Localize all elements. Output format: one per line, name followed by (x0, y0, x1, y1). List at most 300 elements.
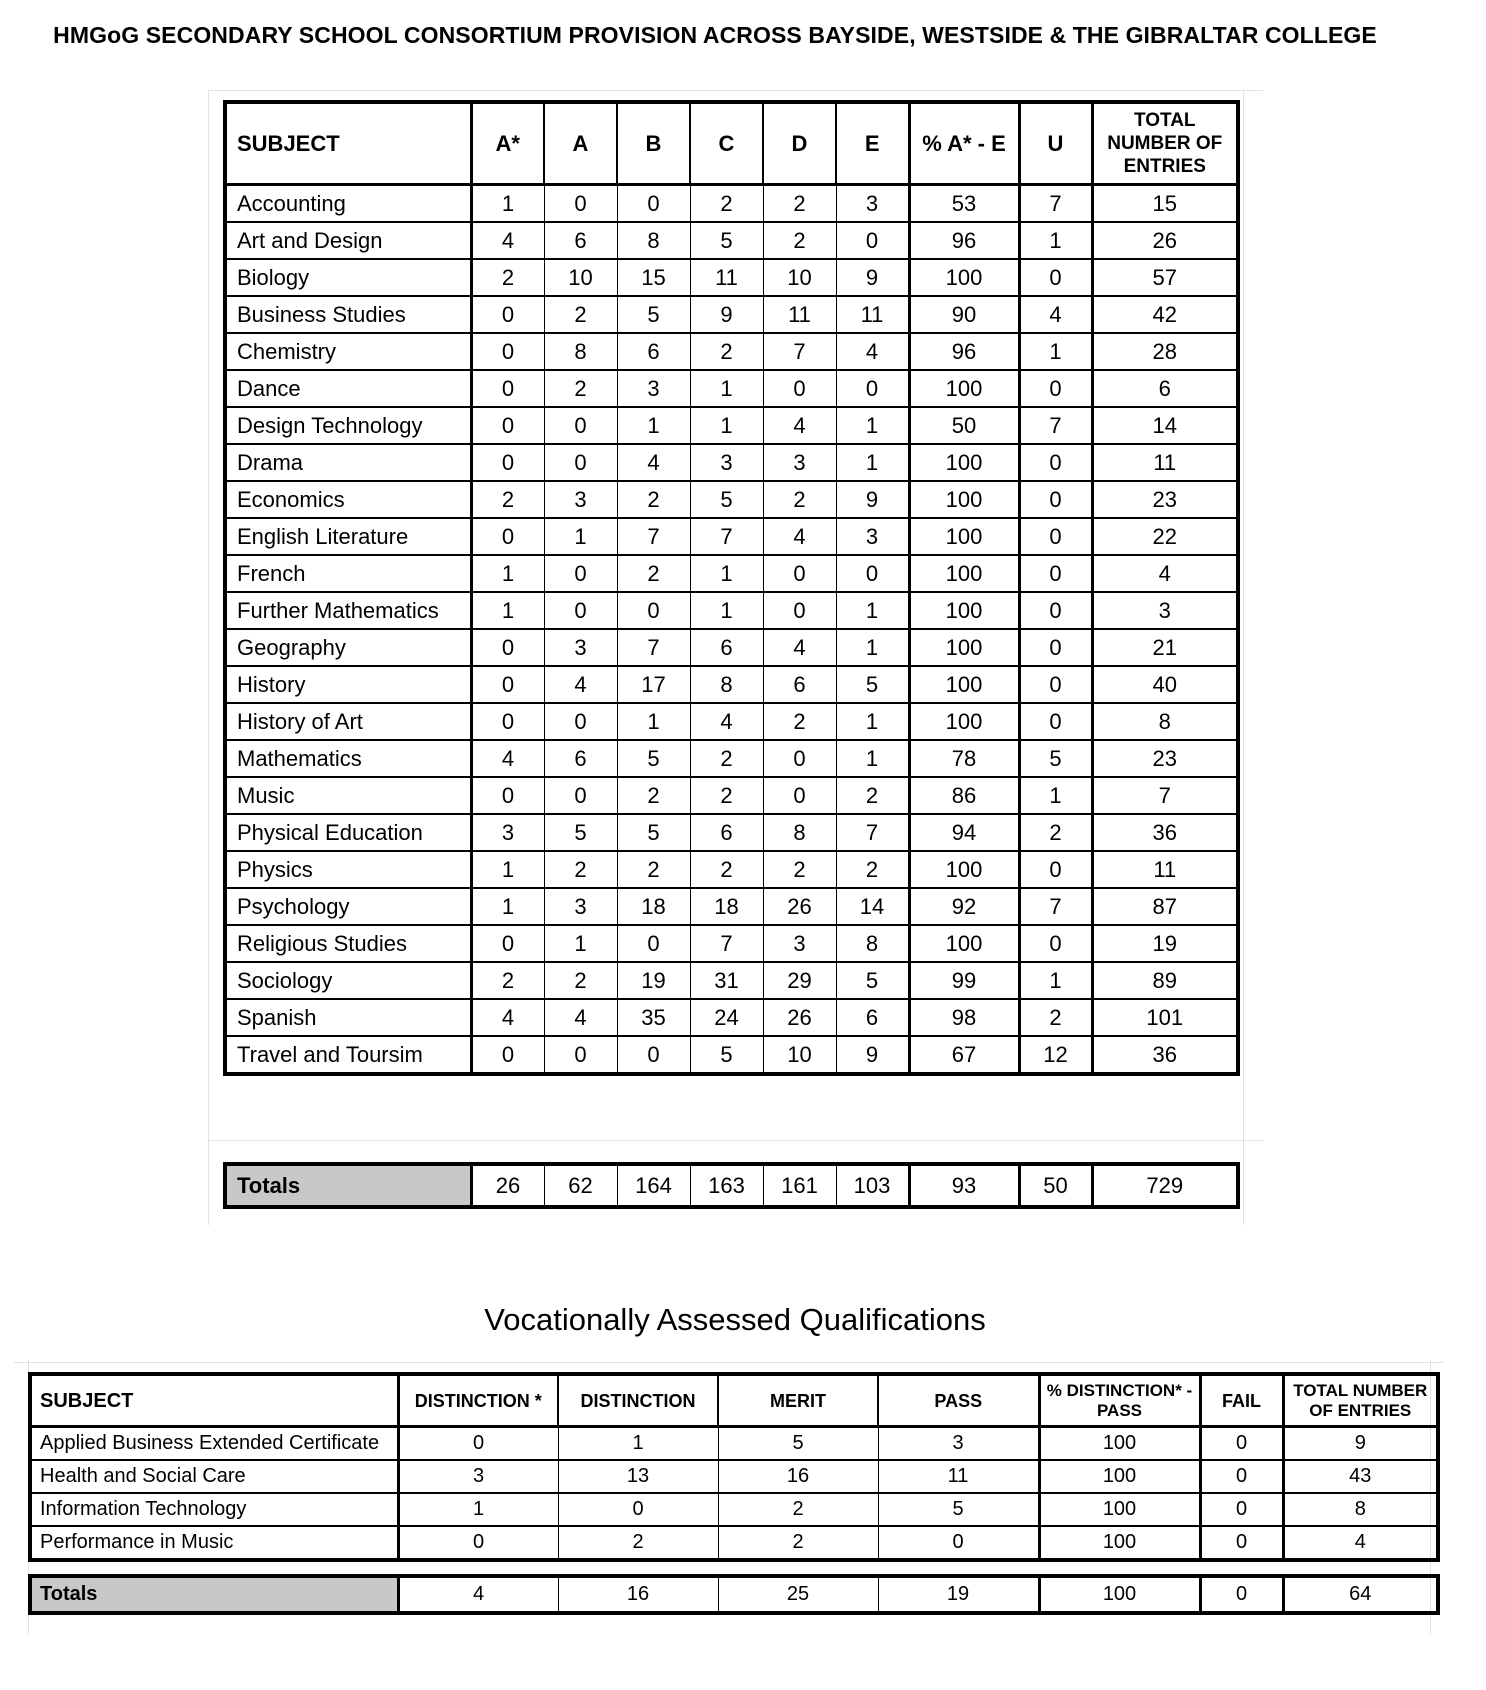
a-star-cell: 3 (471, 814, 544, 851)
e-cell: 2 (836, 851, 909, 888)
totals-cell: 62 (544, 1164, 617, 1207)
percent-cell: 90 (909, 296, 1019, 333)
subject-cell: Economics (225, 481, 471, 518)
u-cell: 0 (1019, 666, 1092, 703)
header-percent-a-star-e: % A* - E (909, 102, 1019, 185)
subject-cell: Geography (225, 629, 471, 666)
a-cell: 3 (544, 629, 617, 666)
e-cell: 4 (836, 333, 909, 370)
voc-total-entries-cell: 8 (1283, 1493, 1438, 1526)
table-row (225, 629, 1238, 666)
b-cell: 5 (617, 296, 690, 333)
c-cell: 7 (690, 925, 763, 962)
table-row (225, 333, 1238, 370)
grades-table-body (225, 185, 1238, 1075)
vocational-title: Vocationally Assessed Qualifications (484, 1302, 986, 1337)
u-cell: 0 (1019, 518, 1092, 555)
percent-cell: 100 (909, 555, 1019, 592)
subject-cell: Dance (225, 370, 471, 407)
table-row (225, 592, 1238, 629)
d-cell: 2 (763, 481, 836, 518)
a-cell: 0 (544, 703, 617, 740)
fail-cell: 0 (1200, 1526, 1283, 1560)
a-cell: 5 (544, 814, 617, 851)
c-cell: 18 (690, 888, 763, 925)
b-cell: 19 (617, 962, 690, 999)
voc-total-entries-cell: 4 (1283, 1526, 1438, 1560)
percent-cell: 67 (909, 1036, 1019, 1074)
d-cell: 4 (763, 518, 836, 555)
b-cell: 6 (617, 333, 690, 370)
u-cell: 12 (1019, 1036, 1092, 1074)
percent-cell: 94 (909, 814, 1019, 851)
percent-cell: 86 (909, 777, 1019, 814)
subject-cell: Business Studies (225, 296, 471, 333)
table-row (225, 740, 1238, 777)
b-cell: 35 (617, 999, 690, 1036)
subject-cell: Sociology (225, 962, 471, 999)
a-star-cell: 1 (471, 592, 544, 629)
table-row (225, 1036, 1238, 1074)
voc-header-pass: PASS (878, 1374, 1039, 1427)
c-cell: 5 (690, 1036, 763, 1074)
u-cell: 0 (1019, 703, 1092, 740)
a-star-cell: 0 (471, 703, 544, 740)
d-cell: 11 (763, 296, 836, 333)
fail-cell: 0 (1200, 1427, 1283, 1461)
header-u: U (1019, 102, 1092, 185)
totals-cell: 50 (1019, 1164, 1092, 1207)
b-cell: 2 (617, 851, 690, 888)
c-cell: 9 (690, 296, 763, 333)
e-cell: 2 (836, 777, 909, 814)
a-cell: 4 (544, 999, 617, 1036)
subject-cell: French (225, 555, 471, 592)
a-star-cell: 0 (471, 370, 544, 407)
total-entries-cell: 4 (1092, 555, 1238, 592)
subject-cell: Further Mathematics (225, 592, 471, 629)
d-cell: 3 (763, 444, 836, 481)
totals-cell: 729 (1092, 1164, 1238, 1207)
header-total-entries: TOTAL NUMBER OF ENTRIES (1092, 102, 1238, 185)
u-cell: 4 (1019, 296, 1092, 333)
voc-subject-cell: Health and Social Care (30, 1460, 398, 1493)
table-row (225, 407, 1238, 444)
u-cell: 0 (1019, 555, 1092, 592)
subject-cell: Mathematics (225, 740, 471, 777)
table-row (225, 259, 1238, 296)
a-star-cell: 2 (471, 481, 544, 518)
u-cell: 0 (1019, 851, 1092, 888)
voc-totals-cell: 16 (558, 1576, 718, 1613)
percent-cell: 96 (909, 333, 1019, 370)
voc-totals-cell: 100 (1039, 1576, 1200, 1613)
a-cell: 0 (544, 777, 617, 814)
a-star-cell: 1 (471, 888, 544, 925)
table-row (30, 1427, 1438, 1461)
voc-header-total-entries: TOTAL NUMBER OF ENTRIES (1283, 1374, 1438, 1427)
c-cell: 3 (690, 444, 763, 481)
c-cell: 6 (690, 629, 763, 666)
header-a: A (544, 102, 617, 185)
b-cell: 0 (617, 925, 690, 962)
total-entries-cell: 28 (1092, 333, 1238, 370)
vocational-header-row (30, 1374, 1438, 1427)
page-title: HMGoG SECONDARY SCHOOL CONSORTIUM PROVISION ACROSS BAYSIDE, WESTSIDE & THE GIBRALTAR COLLEGE (53, 22, 1377, 48)
a-star-cell: 0 (471, 629, 544, 666)
a-star-cell: 1 (471, 555, 544, 592)
table-row (30, 1460, 1438, 1493)
table-row (225, 999, 1238, 1036)
total-entries-cell: 3 (1092, 592, 1238, 629)
header-d: D (763, 102, 836, 185)
table-row (225, 222, 1238, 259)
a-star-cell: 4 (471, 999, 544, 1036)
total-entries-cell: 8 (1092, 703, 1238, 740)
e-cell: 7 (836, 814, 909, 851)
e-cell: 9 (836, 1036, 909, 1074)
distinction-star-cell: 1 (398, 1493, 558, 1526)
voc-subject-cell: Applied Business Extended Certificate (30, 1427, 398, 1461)
u-cell: 5 (1019, 740, 1092, 777)
e-cell: 8 (836, 925, 909, 962)
table-row (30, 1526, 1438, 1560)
b-cell: 1 (617, 703, 690, 740)
total-entries-cell: 19 (1092, 925, 1238, 962)
b-cell: 7 (617, 518, 690, 555)
e-cell: 3 (836, 185, 909, 223)
d-cell: 2 (763, 703, 836, 740)
u-cell: 0 (1019, 592, 1092, 629)
header-a-star: A* (471, 102, 544, 185)
subject-cell: Religious Studies (225, 925, 471, 962)
a-cell: 1 (544, 925, 617, 962)
e-cell: 1 (836, 703, 909, 740)
total-entries-cell: 26 (1092, 222, 1238, 259)
a-star-cell: 0 (471, 444, 544, 481)
b-cell: 5 (617, 814, 690, 851)
totals-cell: 93 (909, 1164, 1019, 1207)
voc-percent-cell: 100 (1039, 1460, 1200, 1493)
b-cell: 8 (617, 222, 690, 259)
total-entries-cell: 11 (1092, 444, 1238, 481)
table-row (30, 1493, 1438, 1526)
d-cell: 26 (763, 999, 836, 1036)
distinction-cell: 2 (558, 1526, 718, 1560)
voc-percent-cell: 100 (1039, 1526, 1200, 1560)
vocational-table-body (30, 1427, 1438, 1561)
percent-cell: 78 (909, 740, 1019, 777)
table-row (225, 851, 1238, 888)
distinction-cell: 0 (558, 1493, 718, 1526)
a-cell: 8 (544, 333, 617, 370)
percent-cell: 92 (909, 888, 1019, 925)
percent-cell: 50 (909, 407, 1019, 444)
e-cell: 5 (836, 666, 909, 703)
table-row (225, 444, 1238, 481)
header-e: E (836, 102, 909, 185)
a-star-cell: 0 (471, 1036, 544, 1074)
table-row (225, 962, 1238, 999)
e-cell: 5 (836, 962, 909, 999)
table-row (225, 296, 1238, 333)
d-cell: 4 (763, 407, 836, 444)
table-row (225, 555, 1238, 592)
fail-cell: 0 (1200, 1493, 1283, 1526)
total-entries-cell: 21 (1092, 629, 1238, 666)
a-cell: 2 (544, 370, 617, 407)
subject-cell: Music (225, 777, 471, 814)
a-cell: 6 (544, 222, 617, 259)
table-row (225, 370, 1238, 407)
subject-cell: Physics (225, 851, 471, 888)
a-star-cell: 0 (471, 518, 544, 555)
d-cell: 4 (763, 629, 836, 666)
c-cell: 2 (690, 851, 763, 888)
c-cell: 11 (690, 259, 763, 296)
a-cell: 0 (544, 407, 617, 444)
b-cell: 18 (617, 888, 690, 925)
total-entries-cell: 11 (1092, 851, 1238, 888)
vocational-totals-table (28, 1574, 1440, 1615)
subject-cell: Drama (225, 444, 471, 481)
subject-cell: History (225, 666, 471, 703)
pass-cell: 11 (878, 1460, 1039, 1493)
merit-cell: 16 (718, 1460, 878, 1493)
subject-cell: Design Technology (225, 407, 471, 444)
subject-cell: Chemistry (225, 333, 471, 370)
grades-totals-table (223, 1162, 1240, 1209)
u-cell: 0 (1019, 259, 1092, 296)
header-c: C (690, 102, 763, 185)
b-cell: 5 (617, 740, 690, 777)
table-row (225, 703, 1238, 740)
total-entries-cell: 15 (1092, 185, 1238, 223)
u-cell: 7 (1019, 407, 1092, 444)
c-cell: 1 (690, 370, 763, 407)
percent-cell: 100 (909, 703, 1019, 740)
c-cell: 7 (690, 518, 763, 555)
a-cell: 2 (544, 962, 617, 999)
voc-totals-cell: 64 (1283, 1576, 1438, 1613)
e-cell: 11 (836, 296, 909, 333)
voc-total-entries-cell: 43 (1283, 1460, 1438, 1493)
a-star-cell: 0 (471, 925, 544, 962)
a-cell: 0 (544, 444, 617, 481)
a-cell: 0 (544, 185, 617, 223)
e-cell: 1 (836, 629, 909, 666)
percent-cell: 100 (909, 666, 1019, 703)
total-entries-cell: 23 (1092, 481, 1238, 518)
voc-totals-cell: 0 (1200, 1576, 1283, 1613)
voc-percent-cell: 100 (1039, 1427, 1200, 1461)
a-cell: 2 (544, 851, 617, 888)
a-star-cell: 1 (471, 185, 544, 223)
vocational-table (28, 1372, 1440, 1562)
percent-cell: 100 (909, 518, 1019, 555)
e-cell: 1 (836, 740, 909, 777)
subject-cell: Biology (225, 259, 471, 296)
pass-cell: 0 (878, 1526, 1039, 1560)
voc-header-percent: % DISTINCTION* - PASS (1039, 1374, 1200, 1427)
c-cell: 2 (690, 740, 763, 777)
u-cell: 0 (1019, 481, 1092, 518)
distinction-star-cell: 0 (398, 1427, 558, 1461)
e-cell: 9 (836, 259, 909, 296)
a-star-cell: 2 (471, 259, 544, 296)
merit-cell: 2 (718, 1526, 878, 1560)
u-cell: 7 (1019, 888, 1092, 925)
a-star-cell: 0 (471, 333, 544, 370)
pass-cell: 5 (878, 1493, 1039, 1526)
percent-cell: 100 (909, 925, 1019, 962)
c-cell: 2 (690, 777, 763, 814)
e-cell: 14 (836, 888, 909, 925)
d-cell: 6 (763, 666, 836, 703)
c-cell: 2 (690, 185, 763, 223)
b-cell: 2 (617, 481, 690, 518)
u-cell: 7 (1019, 185, 1092, 223)
totals-cell: 26 (471, 1164, 544, 1207)
a-star-cell: 0 (471, 407, 544, 444)
d-cell: 2 (763, 851, 836, 888)
subject-cell: English Literature (225, 518, 471, 555)
e-cell: 0 (836, 555, 909, 592)
total-entries-cell: 87 (1092, 888, 1238, 925)
total-entries-cell: 7 (1092, 777, 1238, 814)
distinction-star-cell: 0 (398, 1526, 558, 1560)
u-cell: 1 (1019, 333, 1092, 370)
a-cell: 2 (544, 296, 617, 333)
voc-header-merit: MERIT (718, 1374, 878, 1427)
table-row (225, 814, 1238, 851)
a-star-cell: 1 (471, 851, 544, 888)
u-cell: 1 (1019, 222, 1092, 259)
d-cell: 0 (763, 370, 836, 407)
a-star-cell: 0 (471, 666, 544, 703)
a-cell: 3 (544, 481, 617, 518)
e-cell: 1 (836, 444, 909, 481)
total-entries-cell: 23 (1092, 740, 1238, 777)
distinction-cell: 13 (558, 1460, 718, 1493)
c-cell: 24 (690, 999, 763, 1036)
d-cell: 0 (763, 555, 836, 592)
b-cell: 4 (617, 444, 690, 481)
a-star-cell: 0 (471, 296, 544, 333)
percent-cell: 100 (909, 592, 1019, 629)
d-cell: 26 (763, 888, 836, 925)
grades-table (223, 100, 1240, 1076)
percent-cell: 99 (909, 962, 1019, 999)
total-entries-cell: 57 (1092, 259, 1238, 296)
grades-totals-row (225, 1164, 1238, 1207)
b-cell: 3 (617, 370, 690, 407)
subject-cell: History of Art (225, 703, 471, 740)
percent-cell: 100 (909, 629, 1019, 666)
fail-cell: 0 (1200, 1460, 1283, 1493)
distinction-star-cell: 3 (398, 1460, 558, 1493)
u-cell: 1 (1019, 777, 1092, 814)
e-cell: 1 (836, 592, 909, 629)
voc-percent-cell: 100 (1039, 1493, 1200, 1526)
percent-cell: 100 (909, 370, 1019, 407)
voc-subject-cell: Information Technology (30, 1493, 398, 1526)
total-entries-cell: 6 (1092, 370, 1238, 407)
b-cell: 2 (617, 555, 690, 592)
totals-cell: 164 (617, 1164, 690, 1207)
u-cell: 2 (1019, 999, 1092, 1036)
e-cell: 9 (836, 481, 909, 518)
total-entries-cell: 40 (1092, 666, 1238, 703)
d-cell: 2 (763, 185, 836, 223)
u-cell: 0 (1019, 629, 1092, 666)
b-cell: 1 (617, 407, 690, 444)
a-cell: 6 (544, 740, 617, 777)
subject-cell: Physical Education (225, 814, 471, 851)
grades-header-row (225, 102, 1238, 185)
percent-cell: 100 (909, 851, 1019, 888)
percent-cell: 53 (909, 185, 1019, 223)
percent-cell: 100 (909, 481, 1019, 518)
percent-cell: 96 (909, 222, 1019, 259)
c-cell: 8 (690, 666, 763, 703)
table-row (225, 185, 1238, 223)
c-cell: 1 (690, 592, 763, 629)
total-entries-cell: 89 (1092, 962, 1238, 999)
a-cell: 1 (544, 518, 617, 555)
total-entries-cell: 14 (1092, 407, 1238, 444)
d-cell: 3 (763, 925, 836, 962)
b-cell: 15 (617, 259, 690, 296)
merit-cell: 5 (718, 1427, 878, 1461)
e-cell: 0 (836, 222, 909, 259)
percent-cell: 100 (909, 444, 1019, 481)
subject-cell: Spanish (225, 999, 471, 1036)
header-b: B (617, 102, 690, 185)
total-entries-cell: 22 (1092, 518, 1238, 555)
b-cell: 7 (617, 629, 690, 666)
totals-cell: 161 (763, 1164, 836, 1207)
percent-cell: 100 (909, 259, 1019, 296)
totals-cell: 163 (690, 1164, 763, 1207)
voc-totals-cell: 19 (878, 1576, 1039, 1613)
d-cell: 2 (763, 222, 836, 259)
u-cell: 0 (1019, 444, 1092, 481)
u-cell: 0 (1019, 370, 1092, 407)
d-cell: 10 (763, 259, 836, 296)
c-cell: 4 (690, 703, 763, 740)
header-subject: SUBJECT (225, 102, 471, 185)
c-cell: 2 (690, 333, 763, 370)
voc-header-fail: FAIL (1200, 1374, 1283, 1427)
a-cell: 0 (544, 592, 617, 629)
c-cell: 31 (690, 962, 763, 999)
a-cell: 3 (544, 888, 617, 925)
total-entries-cell: 101 (1092, 999, 1238, 1036)
a-star-cell: 2 (471, 962, 544, 999)
a-star-cell: 4 (471, 222, 544, 259)
c-cell: 6 (690, 814, 763, 851)
subject-cell: Psychology (225, 888, 471, 925)
voc-header-subject: SUBJECT (30, 1374, 398, 1427)
voc-subject-cell: Performance in Music (30, 1526, 398, 1560)
table-row (225, 777, 1238, 814)
c-cell: 5 (690, 222, 763, 259)
voc-totals-cell: 4 (398, 1576, 558, 1613)
d-cell: 7 (763, 333, 836, 370)
voc-total-entries-cell: 9 (1283, 1427, 1438, 1461)
subject-cell: Accounting (225, 185, 471, 223)
